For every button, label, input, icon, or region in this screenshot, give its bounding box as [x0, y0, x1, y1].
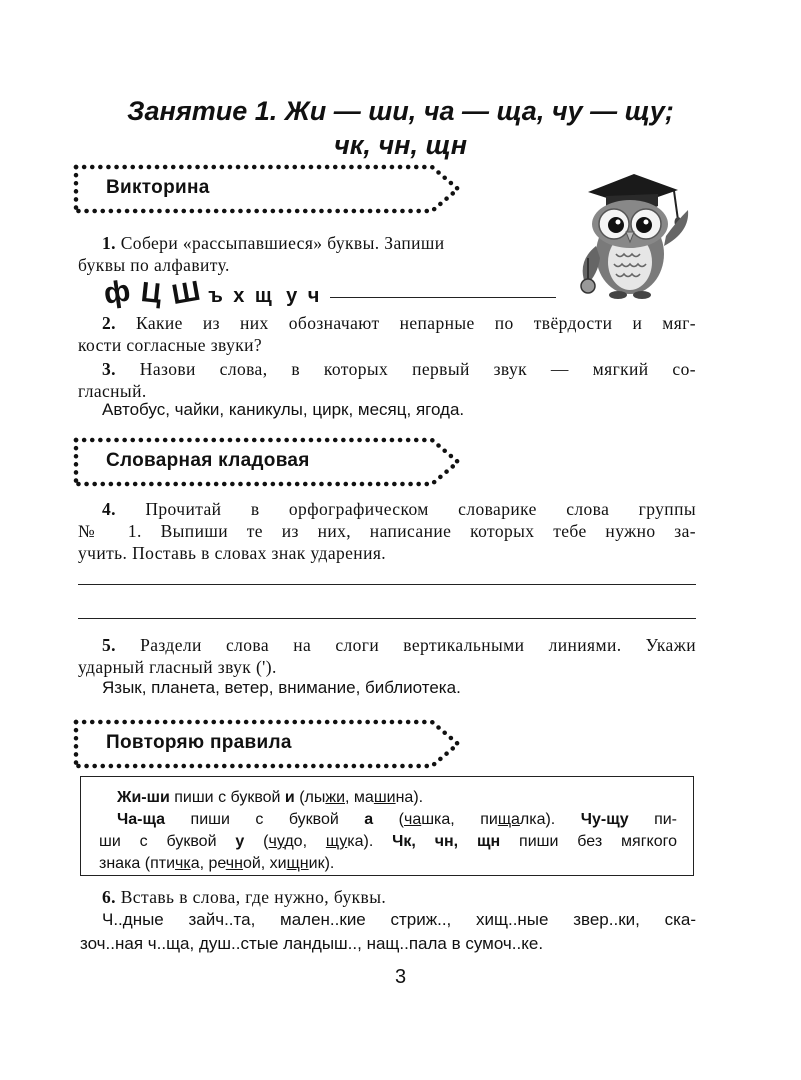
section-banner-vocab [72, 436, 462, 488]
letter-4: ъ [208, 285, 223, 307]
task-5-number: 5. [102, 635, 116, 655]
title-line-2: чк, чн, щн [333, 130, 468, 160]
task-3-number: 3. [102, 359, 116, 379]
task-2-line-2: кости согласные звуки? [78, 335, 263, 355]
task-1-number: 1. [102, 233, 116, 253]
letter-3: Ш [169, 274, 203, 311]
task-3-line-2: гласный. [78, 381, 147, 401]
letter-6: щ [254, 285, 272, 307]
task-4-number: 4. [102, 499, 116, 519]
letter-1: ф [101, 274, 133, 311]
title-line-1: Занятие 1. Жи — ши, ча — ща, чу — щу; [127, 96, 674, 126]
rule-line-4: знака (птичка, речной, хищник). [99, 855, 335, 872]
task-4-line-1 [102, 498, 696, 520]
section-title-quiz: Викторина [106, 177, 210, 198]
task-1-line-2: буквы по алфавиту. [78, 255, 230, 275]
task-3 [78, 358, 696, 402]
task-6-number: 6. [102, 887, 116, 907]
letter-8: ч [307, 285, 320, 307]
section-title-rules: Повторяю правила [106, 732, 292, 753]
task-3-text: Назови слова, в которых первый звук — мягкий со- [139, 359, 696, 379]
task-5-line-2: ударный гласный звук ('). [78, 657, 277, 677]
task-6-text: Вставь в слова, где нужно, буквы. [120, 887, 387, 907]
answer-line-task-4-1[interactable] [78, 584, 696, 585]
letter-5: х [233, 285, 245, 307]
answer-line-task-4-2[interactable] [78, 618, 696, 619]
task-2-text: Какие из них обозначают непарные по твёрдости и мяг- [136, 313, 697, 333]
task-3-words: Автобус, чайки, каникулы, цирк, месяц, ягода. [102, 400, 465, 419]
task-4-line-2: № 1. Выпиши те из них, написание которых тебе нужно за- [78, 521, 696, 541]
task-1-line-1 [102, 232, 530, 254]
section-title-vocab: Словарная кладовая [106, 450, 310, 471]
task-2-number: 2. [102, 313, 116, 333]
task-6-words-line-2: зоч..ная ч..ща, душ..стые ландыш.., нащ..пала в сумоч..ке. [80, 934, 544, 953]
task-5 [78, 634, 696, 678]
task-6 [102, 886, 696, 908]
task-1-text: Собери «рассыпавшиеся» буквы. Запиши [120, 233, 445, 253]
section-banner-quiz [72, 163, 462, 215]
page-number: 3 [394, 966, 407, 988]
section-banner-rules [72, 718, 462, 770]
rule-box [80, 776, 694, 876]
task-5-line-1 [102, 634, 696, 656]
owl-illustration [566, 162, 696, 302]
scattered-letters [101, 274, 320, 311]
task-5-words: Язык, планета, ветер, внимание, библиотека. [102, 678, 461, 697]
page-title [0, 94, 801, 162]
task-2 [78, 312, 697, 356]
rule-line-2: Ча-ща пиши с буквой а (чашка, пищалка). Чу-щу пи- [117, 811, 677, 828]
task-3-line-1 [102, 358, 696, 380]
answer-line-task-1[interactable] [330, 297, 556, 298]
task-5-text: Раздели слова на слоги вертикальными линиями. Укажи [140, 635, 696, 655]
task-4-text: Прочитай в орфографическом словарике слова группы [145, 499, 696, 519]
letter-7: у [286, 285, 298, 307]
task-4 [78, 498, 696, 564]
rule-line-3: ши с буквой у (чудо, щука). Чк, чн, щн пиши без мягкого [99, 833, 678, 850]
task-6-line-1 [102, 886, 696, 908]
task-2-line-1 [102, 312, 696, 334]
task-6-words-line-1: Ч..дные зайч..та, мален..кие стриж.., хищ..ные звер..ки, ска- [102, 910, 696, 929]
letter-2: Ц [139, 276, 163, 309]
rule-line-1: Жи-ши пиши с буквой и (лыжи, машина). [117, 789, 424, 806]
task-4-line-3: учить. Поставь в словах знак ударения. [78, 543, 387, 563]
task-1 [78, 232, 530, 276]
